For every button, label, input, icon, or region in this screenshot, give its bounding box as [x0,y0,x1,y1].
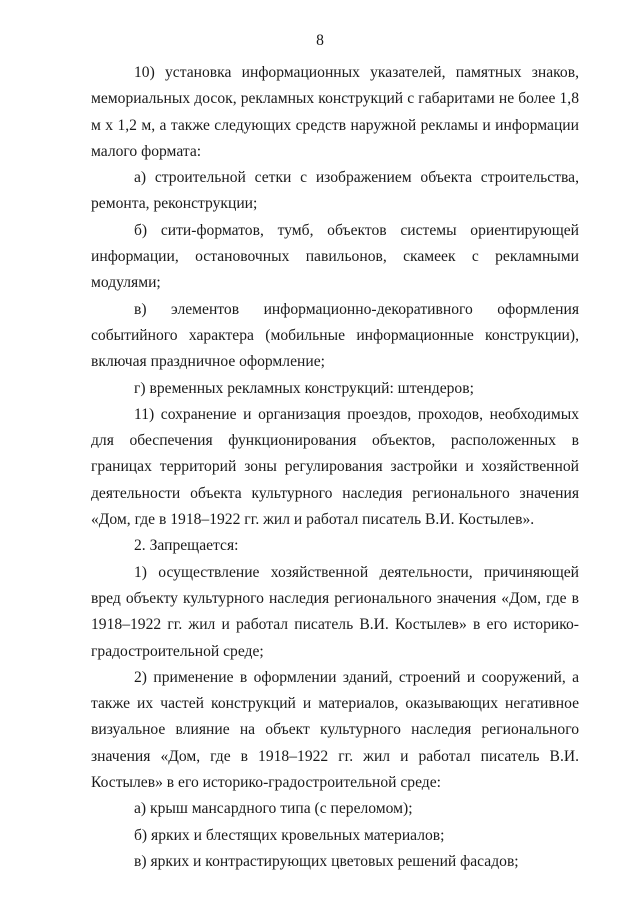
paragraph-prohibited-subitem-b: б) ярких и блестящих кровельных материалов; [134,826,445,844]
paragraph-subitem-b: б) сити-форматов, тумб, объектов системы ориентирующей информации, остановочных павильонов, скамеек с рекламными модулями; [91,221,579,292]
paragraph-item-10: 10) установка информационных указателей, памятных знаков, мемориальных досок, рекламных конструкций с габаритами не более 1,8 м х 1,2 м, а также следующих средств наружной рекламы и информации малого формата: [91,64,579,160]
document-body [91,60,579,875]
paragraph-prohibited-2: 2) применение в оформлении зданий, строений и сооружений, а также их частей конструкций и материалов, оказывающих негативное визуальное влияние на объект культурного наследия регионального значения «Дом, где в 1918–1922 гг. жил и работал писатель В.И. Костылев» в его историко-градостроительной среде: [91,668,579,792]
paragraph-subitem-v: в) элементов информационно-декоративного оформления событийного характера (мобильные информационные конструкции), включая праздничное оформление; [91,300,579,371]
paragraph-prohibited-1: 1) осуществление хозяйственной деятельности, причиняющей вред объекту культурного наследия регионального значения «Дом, где в 1918–1922 гг. жил и работал писатель В.И. Костылев» в его историко-градостроительной среде; [91,563,579,660]
section-heading-prohibited: 2. Запрещается: [134,537,239,555]
paragraph-subitem-g: г) временных рекламных конструкций: штендеров; [134,379,474,397]
paragraph-subitem-a: а) строительной сетки с изображением объекта строительства, ремонта, реконструкции; [91,169,579,213]
paragraph-prohibited-subitem-a: а) крыш мансардного типа (с переломом); [134,800,413,818]
page-number: 8 [316,32,324,49]
paragraph-prohibited-subitem-v: в) ярких и контрастирующих цветовых решений фасадов; [134,852,519,870]
paragraph-item-11: 11) сохранение и организация проездов, проходов, необходимых для обеспечения функционирования объектов, расположенных в границах территорий зоны регулирования застройки и хозяйственной деятельности объекта культурного наследия регионального значения «Дом, где в 1918–1922 гг. жил и работал писатель В.И. Костылев». [91,405,579,529]
